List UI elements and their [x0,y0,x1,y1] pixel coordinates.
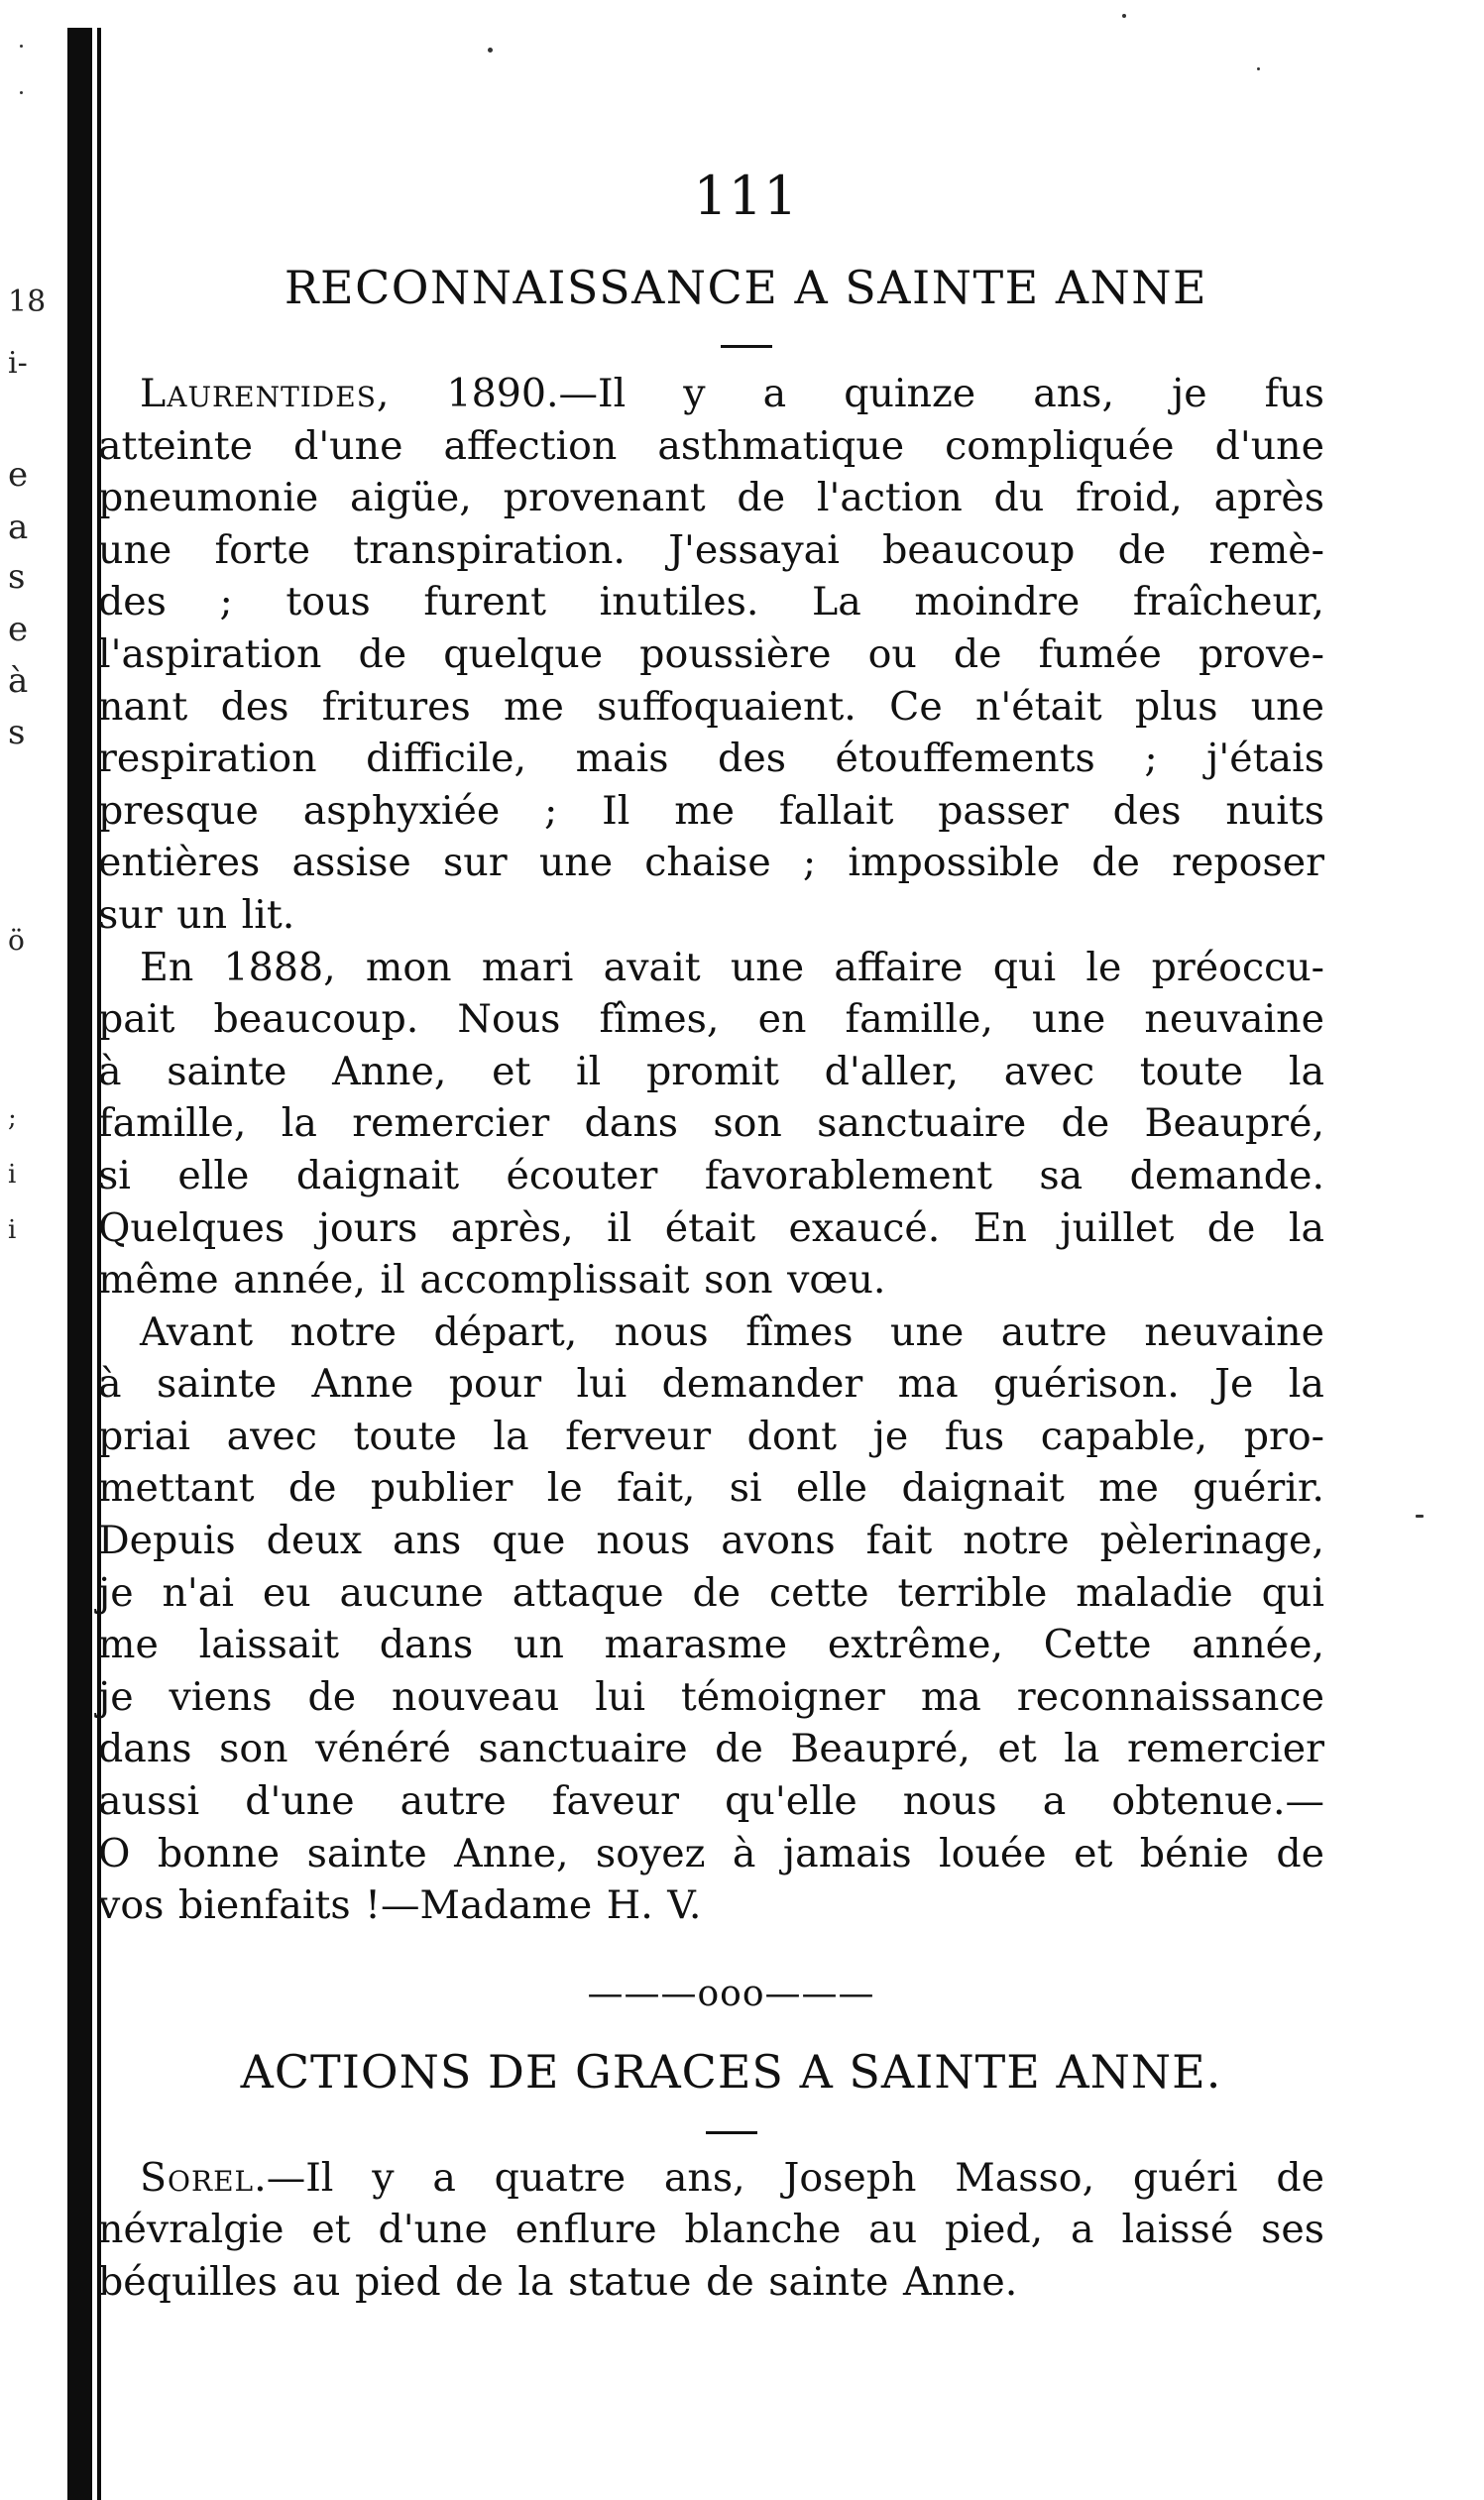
article-title: ACTIONS DE GRACES A SAINTE ANNE. [240,2044,1222,2099]
text-line: respiration difficile, mais des étouffements ; j'étais [98,736,1324,782]
paragraph [98,942,1324,1307]
text-line: famille, la remercier dans son sanctuaire de Beaupré, [98,1100,1324,1147]
scan-speck [488,48,493,53]
margin-fragment: ; [8,1103,17,1133]
text-line-rest: .—Il y a quatre ans, Joseph Masso, guéri de [254,2154,1324,2201]
scan-speck [1416,1515,1424,1518]
place-name: Sorel [140,2154,255,2201]
facing-page-fragments [0,0,59,2500]
text-line: des ; tous furent inutiles. La moindre fraîcheur, [98,579,1324,625]
text-line: presque asphyxiée ; Il me fallait passer des nuits [98,787,1324,834]
text-line: atteinte d'une affection asthmatique compliquée d'une [98,422,1324,469]
text-line: sur un lit. [98,891,295,938]
scan-speck [20,45,23,48]
text-line: béquilles au pied de la statue de sainte Anne. [98,2259,1018,2305]
text-line: l'aspiration de quelque poussière ou de fumée prove- [98,630,1324,677]
paragraph [98,368,1324,420]
text-line: je n'ai eu aucune attaque de cette terrible maladie qui [98,1569,1324,1616]
text-line: priai avec toute la ferveur dont je fus capable, pro- [98,1413,1324,1459]
binding-gap [92,28,97,2500]
scan-speck [1257,67,1260,70]
article-title: RECONNAISSANCE A SAINTE ANNE [284,261,1208,314]
paragraph [98,1307,1324,1932]
section-separator: ———ooo——— [587,1973,875,2014]
text-line: une forte transpiration. J'essayai beaucoup de remè- [98,526,1324,573]
margin-fragment: 18 [8,284,47,319]
text-line: me laissait dans un marasme extrême, Cette année, [98,1622,1324,1668]
margin-fragment: i [8,1215,17,1245]
margin-fragment: i [8,1160,17,1190]
paragraph [98,420,1324,942]
text-line: je viens de nouveau lui témoigner ma reconnaissance [98,1673,1324,1720]
page-number: 111 [693,165,799,227]
text-line: entières assise sur une chaise ; impossible de reposer [98,840,1324,886]
text-block [98,165,1324,2309]
text-line: dans son vénéré sanctuaire de Beaupré, et la remercier [98,1726,1324,1772]
text-line: En 1888, mon mari avait une affaire qui le préoccu- [140,944,1324,990]
text-line: mettant de publier le fait, si elle daignait me guérir. [98,1465,1324,1512]
paragraph [98,2152,1324,2309]
text-line [98,368,1324,420]
margin-fragment: e [8,455,29,495]
text-line: Depuis deux ans que nous avons fait notre pèlerinage, [98,1518,1324,1564]
place-name: Laurentides [140,371,377,416]
text-line: aussi d'une autre faveur qu'elle nous a obtenue.— [98,1778,1324,1825]
margin-fragment: s [8,713,26,752]
text-line: pait beaucoup. Nous fîmes, en famille, une neuvaine [98,996,1324,1043]
text-line: si elle daignait écouter favorablement sa demande. [98,1152,1324,1198]
text-line: même année, il accomplissait son vœu. [98,1257,886,1304]
text-line: vos bienfaits !—Madame H. V. [98,1882,702,1929]
scan-speck [20,91,23,94]
scan-speck [1122,14,1126,18]
margin-fragment: à [8,661,29,701]
title-rule [721,345,772,348]
margin-fragment: a [8,508,29,547]
text-line: O bonne sainte Anne, soyez à jamais louée et bénie de [98,1830,1324,1876]
text-line: à sainte Anne pour lui demander ma guérison. Je la [98,1361,1324,1408]
text-line: Avant notre départ, nous fîmes une autre neuvaine [140,1308,1324,1355]
margin-fragment: s [8,557,26,597]
margin-fragment: ö [8,924,25,957]
text-line: à sainte Anne, et il promit d'aller, avec toute la [98,1048,1324,1094]
margin-fragment: e [8,610,29,649]
text-line: nant des fritures me suffoquaient. Ce n'était plus une [98,683,1324,730]
text-line: pneumonie aigüe, provenant de l'action du froid, après [98,475,1324,521]
text-line: névralgie et d'une enflure blanche au pied, a laissé ses [98,2207,1324,2253]
title-rule [706,2131,757,2134]
margin-fragment: i- [8,346,28,381]
text-line [98,2152,1324,2205]
text-line: Quelques jours après, il était exaucé. En juillet de la [98,1204,1324,1251]
text-line-rest: , 1890.—Il y a quinze ans, je fus [376,371,1324,416]
